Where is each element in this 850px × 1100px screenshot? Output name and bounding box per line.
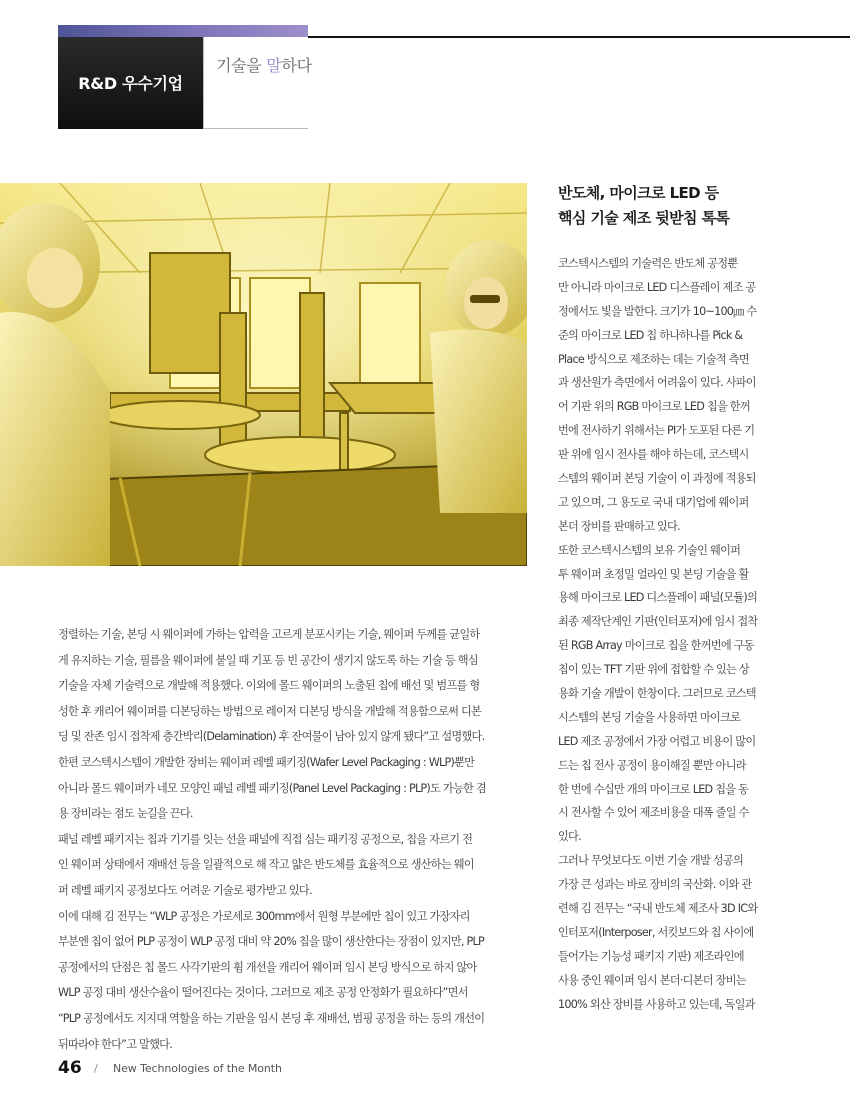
sidebar-text-line: 시스템의 본딩 기술을 사용하면 마이크로 — [558, 710, 741, 724]
sidebar-text-line: LED 제조 공정에서 가장 어렵고 비용이 많이 — [558, 734, 756, 748]
sidebar-text-line: 시 전사할 수 있어 제조비용을 대폭 줄일 수 — [558, 806, 749, 820]
main-text-line: 인 웨이퍼 상태에서 재배선 등을 일괄적으로 해 작고 얇은 반도체를 효율적으로 생산하는 웨이 — [58, 858, 474, 872]
sidebar-text-line: Place 방식으로 제조하는 데는 기술적 측면 — [558, 352, 749, 366]
sidebar-text-line: 코스텍시스템의 기술력은 반도체 공정뿐 — [558, 257, 738, 270]
main-text-line: 뒤따라야 한다”고 말했다. — [58, 1037, 173, 1051]
main-text-line: 용 장비라는 점도 눈길을 끈다. — [58, 807, 193, 821]
footer-separator: / — [94, 1062, 98, 1075]
sidebar-text-line: 번에 전사하기 위해서는 PI가 도포된 다른 기 — [558, 424, 755, 438]
section-label: R&D 우수기업 — [78, 74, 183, 93]
sidebar-text-line: 투 웨이퍼 초정밀 얼라인 및 본딩 기술을 활 — [558, 567, 749, 581]
sidebar-text-line: 드는 칩 전사 공정이 용이해질 뿐만 아니라 — [558, 758, 746, 772]
main-text-line: 한편 코스텍시스템이 개발한 장비는 웨이퍼 레벨 패키징(Wafer Level Packaging : WLP)뿐만 — [58, 755, 475, 769]
sidebar-text-line: 100% 외산 장비를 사용하고 있는데, 독일과 — [558, 997, 755, 1011]
sidebar-text-line: 만 아니라 마이크로 LED 디스플레이 제조 공 — [558, 280, 756, 294]
header-rule — [308, 36, 850, 38]
cleanroom-photo — [0, 183, 527, 566]
sidebar-title-line: 핵심 기술 제조 뒷받침 톡톡 — [558, 209, 730, 227]
sidebar-text-line: 용화 기술 개발이 한창이다. 그러므로 코스텍 — [558, 687, 756, 701]
sidebar-text-line: 있다. — [558, 830, 581, 844]
sidebar-text-line: 한 번에 수십만 개의 마이크로 LED 칩을 동 — [558, 782, 749, 796]
main-text-line: 이에 대해 김 전무는 “WLP 공정은 가로세로 300mm에서 원형 부분에만 칩이 있고 가장자리 — [58, 909, 470, 923]
main-text-line: 성한 후 캐리어 웨이퍼를 디본딩하는 방법으로 레이저 디본딩 방식을 개발해 적용함으로써 디본 — [58, 704, 482, 718]
subtitle-highlight: 말 — [266, 56, 282, 75]
main-text-line: 기술을 자체 기술력으로 개발해 적용했다. 이외에 몰드 웨이퍼의 노출된 칩에 배선 및 범프를 형 — [58, 679, 480, 693]
header-divider-horizontal — [203, 128, 308, 129]
main-text-line: “PLP 공정에서도 지지대 역할을 하는 기판을 임시 본딩 후 재배선, 범핑 공정을 하는 등의 개선이 — [58, 1011, 485, 1025]
main-text-line: 딩 및 잔존 임시 접착제 층간박리(Delamination) 후 잔여물이 남아 있지 않게 됐다”고 설명했다. — [58, 730, 485, 744]
sidebar-text-line: 어 기판 위의 RGB 마이크로 LED 칩을 한꺼 — [558, 400, 750, 414]
sidebar-text-line: 과 생산원가 측면에서 어려움이 있다. 사파이 — [558, 376, 756, 390]
sidebar-text-line: 들어가는 기능성 패키지 기판) 제조라인에 — [558, 949, 744, 963]
sidebar-text-line: 된 RGB Array 마이크로 칩을 한꺼번에 구동 — [558, 639, 754, 653]
sidebar-text-line: 준의 마이크로 LED 칩 하나하나를 Pick & — [558, 328, 743, 342]
sidebar-text-line: 본더 장비를 판매하고 있다. — [558, 519, 680, 533]
main-body — [58, 622, 530, 1057]
sidebar-text-line: 판 위에 임시 전사를 해야 하는데, 코스텍시 — [558, 448, 749, 462]
subtitle-text-before: 기술을 — [216, 56, 267, 75]
sidebar-text-line: 스템의 웨이퍼 본딩 기술이 이 과정에 적용되 — [558, 472, 756, 486]
section-label-box — [58, 37, 203, 129]
sidebar-text-line: 그러나 무엇보다도 이번 기술 개발 성공의 — [558, 854, 744, 868]
main-text-line: 패널 레벨 패키지는 칩과 기기를 잇는 선을 패널에 직접 심는 패키징 공정으로, 칩을 자르기 전 — [58, 832, 473, 846]
sidebar-text-line: 련해 김 전무는 “국내 반도체 제조사 3D IC와 — [558, 902, 758, 916]
sidebar-body — [558, 252, 780, 1017]
main-text-line: 정렬하는 기술, 본딩 시 웨이퍼에 가하는 압력을 고르게 분포시키는 기술, 웨이퍼 두께를 균일하 — [58, 628, 480, 641]
sidebar-text-line: 인터포저(Interposer, 서킷보드와 칩 사이에 — [558, 925, 754, 939]
sidebar-text-line: 최종 제작단계인 기판(인터포저)에 임시 접착 — [558, 615, 758, 629]
sidebar-text-line: 또한 코스텍시스템의 보유 기술인 웨이퍼 — [558, 543, 741, 557]
section-subtitle — [216, 53, 312, 76]
header-divider-vertical — [203, 37, 204, 129]
sidebar-text-line: 가장 큰 성과는 바로 장비의 국산화. 이와 관 — [558, 878, 752, 892]
sidebar-text-line: 고 있으며, 그 용도로 국내 대기업에 웨이퍼 — [558, 495, 749, 509]
sidebar-text-line: 사용 중인 웨이퍼 임시 본더·디본더 장비는 — [558, 973, 746, 987]
main-text-line: 공정에서의 단점은 칩 몰드 사각기판의 휨 개선을 캐리어 웨이퍼 임시 본딩 방식으로 하지 않아 — [58, 960, 477, 974]
main-text-line: 게 유지하는 기술, 필름을 웨이퍼에 붙일 때 기포 등 빈 공간이 생기지 않도록 하는 기술 등 핵심 — [58, 653, 478, 667]
subtitle-text-after: 하다 — [281, 56, 312, 75]
sidebar-text-line: 용해 마이크로 LED 디스플레이 패널(모듈)의 — [558, 591, 758, 605]
sidebar-title-line: 반도체, 마이크로 LED 등 — [558, 184, 719, 202]
publication-name: New Technologies of the Month — [113, 1062, 282, 1075]
main-text-line: 퍼 레벨 패키지 공정보다도 어려운 기술로 평가받고 있다. — [58, 883, 312, 897]
main-text-line: WLP 공정 대비 생산수율이 떨어진다는 것이다. 그러므로 제조 공정 안정화가 필요하다”면서 — [58, 986, 468, 1000]
header-gradient-bar — [58, 25, 308, 37]
page-number: 46 — [58, 1058, 82, 1078]
main-text-line: 아니라 몰드 웨이퍼가 네모 모양인 패널 레벨 패키징(Panel Level Packaging : PLP)도 가능한 겸 — [58, 781, 486, 795]
sidebar-text-line: 칩이 있는 TFT 기판 위에 접합할 수 있는 상 — [558, 663, 749, 677]
sidebar-title — [558, 181, 798, 231]
sidebar-text-line: 정에서도 빛을 발한다. 크기가 10~100㎛ 수 — [558, 304, 757, 318]
main-text-line: 부분엔 칩이 없어 PLP 공정이 WLP 공정 대비 약 20% 칩을 많이 생산한다는 장점이 있지만, PLP — [58, 935, 484, 949]
